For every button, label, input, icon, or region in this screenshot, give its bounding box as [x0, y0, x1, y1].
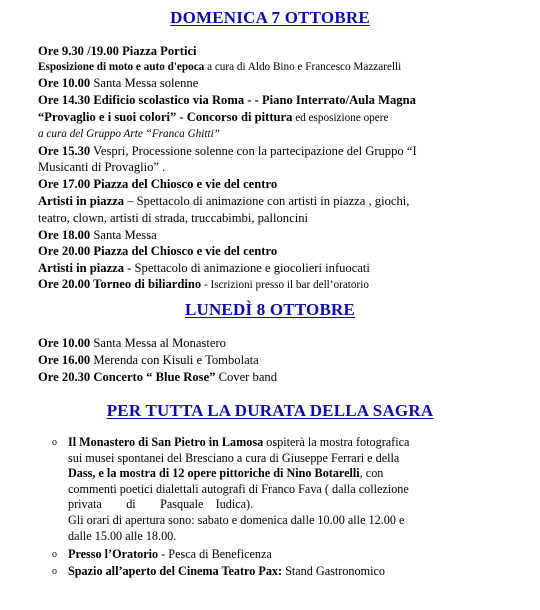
entry-line — [38, 60, 534, 75]
domenica-title: DOMENICA 7 OTTOBRE — [170, 8, 370, 27]
sagra-text: commenti poetici dialettali autografi di Franco Fava ( dalla collezione — [68, 481, 409, 496]
entry-bold: Ore 18.00 — [38, 228, 91, 242]
sagra-line — [68, 482, 492, 498]
entry-line — [38, 261, 534, 276]
domenica-heading — [0, 8, 540, 28]
entry-text: a cura di Aldo Bino e Francesco Mazzarelli — [204, 61, 402, 73]
lunedi-heading — [0, 300, 540, 320]
entry-bold: Esposizione di moto e auto d'epoca — [38, 61, 205, 73]
entry-bold: Ore 10.00 — [38, 336, 91, 350]
sagra-text: Stand Gastronomico — [282, 564, 385, 578]
sagra-bold: Presso l’Oratorio — [68, 547, 159, 561]
entry-text: Santa Messa — [90, 228, 157, 242]
entry-line — [38, 127, 534, 142]
sagra-text: Gli orari di apertura sono: sabato e domenica dalle 10.00 alle 12.00 e — [68, 512, 405, 527]
sagra-line — [68, 466, 492, 482]
sagra-bold: Dass, e la mostra di 12 opere pittoriche di Nino Botarelli — [68, 466, 360, 481]
sagra-line — [68, 497, 492, 513]
entry-line — [38, 194, 534, 209]
entry-line — [38, 336, 534, 351]
entry-bold: Ore 16.00 — [38, 353, 91, 367]
entry-text: ed esposizione opere — [292, 112, 389, 124]
bullet-marker: o — [52, 549, 57, 560]
entry-text: – Spettacolo di animazione con artisti in piazza , giochi, — [124, 194, 410, 208]
entry-text: Vespri, Processione solenne con la partecipazione del Gruppo “I — [90, 144, 417, 158]
sagra-text: - Pesca di Beneficenza — [158, 547, 272, 561]
entry-text: Santa Messa al Monastero — [90, 336, 226, 350]
entry-text: - Spettacolo di animazione e giocolieri infuocati — [124, 261, 370, 275]
entry-bold: Ore 9.30 /19.00 Piazza Portici — [38, 44, 197, 58]
entry-bold: Ore 10.00 — [38, 76, 91, 90]
sagra-line — [68, 529, 492, 545]
entry-line — [38, 244, 534, 259]
entry-text: a cura del Gruppo Arte “Franca Ghitti” — [38, 128, 220, 140]
entry-bold: Artisti in piazza — [38, 194, 125, 208]
entry-text: Santa Messa solenne — [90, 76, 199, 90]
sagra-bold: Il Monastero di San Pietro in Lamosa — [68, 435, 264, 449]
lunedi-title: LUNEDÌ 8 OTTOBRE — [184, 300, 356, 319]
entry-line — [38, 211, 534, 226]
entry-line — [38, 93, 534, 108]
sagra-item-oratorio — [68, 547, 492, 563]
entry-text: teatro, clown, artisti di strada, truccabimbi, palloncini — [38, 211, 308, 225]
entry-text: - Iscrizioni presso il bar dell’oratorio — [201, 279, 369, 291]
sagra-line — [68, 451, 492, 467]
sagra-text: ospiterà la mostra fotografica — [263, 435, 410, 449]
entry-line — [38, 353, 534, 368]
entry-bold: Artisti in piazza — [38, 261, 125, 275]
sagra-bold: Spazio all’aperto del Cinema Teatro Pax: — [68, 564, 283, 578]
sagra-item-monastero — [68, 435, 492, 544]
entry-text: Merenda con Kisuli e Tombolata — [90, 353, 259, 367]
entry-bold: Ore 17.00 Piazza del Chiosco e vie del centro — [38, 177, 278, 191]
entry-line — [38, 76, 534, 91]
sagra-title: PER TUTTA LA DURATA DELLA SAGRA — [106, 401, 434, 420]
entry-line — [38, 370, 534, 385]
sagra-item-cinema — [68, 564, 492, 580]
sagra-text: privata di Pasquale Iudica). — [68, 497, 254, 512]
entry-bold: Ore 20.30 Concerto “ Blue Rose” — [38, 370, 216, 384]
entry-text: Musicanti di Provaglio” . — [38, 160, 166, 174]
entry-bold: Ore 20.00 Torneo di biliardino — [38, 277, 202, 291]
entry-line — [38, 160, 534, 175]
entry-bold: Ore 15.30 — [38, 144, 91, 158]
sagra-text: dalle 15.00 alle 18.00. — [68, 528, 177, 543]
entry-line — [38, 144, 534, 159]
entry-bold: Ore 20.00 Piazza del Chiosco e vie del centro — [38, 244, 278, 258]
bullet-marker: o — [52, 566, 57, 577]
entry-line — [38, 110, 534, 126]
entry-line — [38, 277, 534, 293]
entry-line — [38, 177, 534, 192]
sagra-line — [68, 513, 492, 529]
entry-bold: Ore 14.30 Edificio scolastico via Roma - - Piano Interrato/Aula Magna — [38, 93, 416, 107]
sagra-text: , con — [359, 466, 384, 481]
entry-line — [38, 228, 534, 243]
entry-bold: “Provaglio e i suoi colori” - Concorso di pittura — [38, 110, 293, 124]
sagra-text: sui musei spontanei del Bresciano a cura di Giuseppe Ferrari e della — [68, 450, 400, 465]
sagra-heading — [0, 401, 540, 421]
bullet-marker: o — [52, 437, 57, 448]
entry-line — [38, 44, 534, 59]
sagra-line — [68, 435, 492, 451]
entry-text: Cover band — [215, 370, 278, 384]
